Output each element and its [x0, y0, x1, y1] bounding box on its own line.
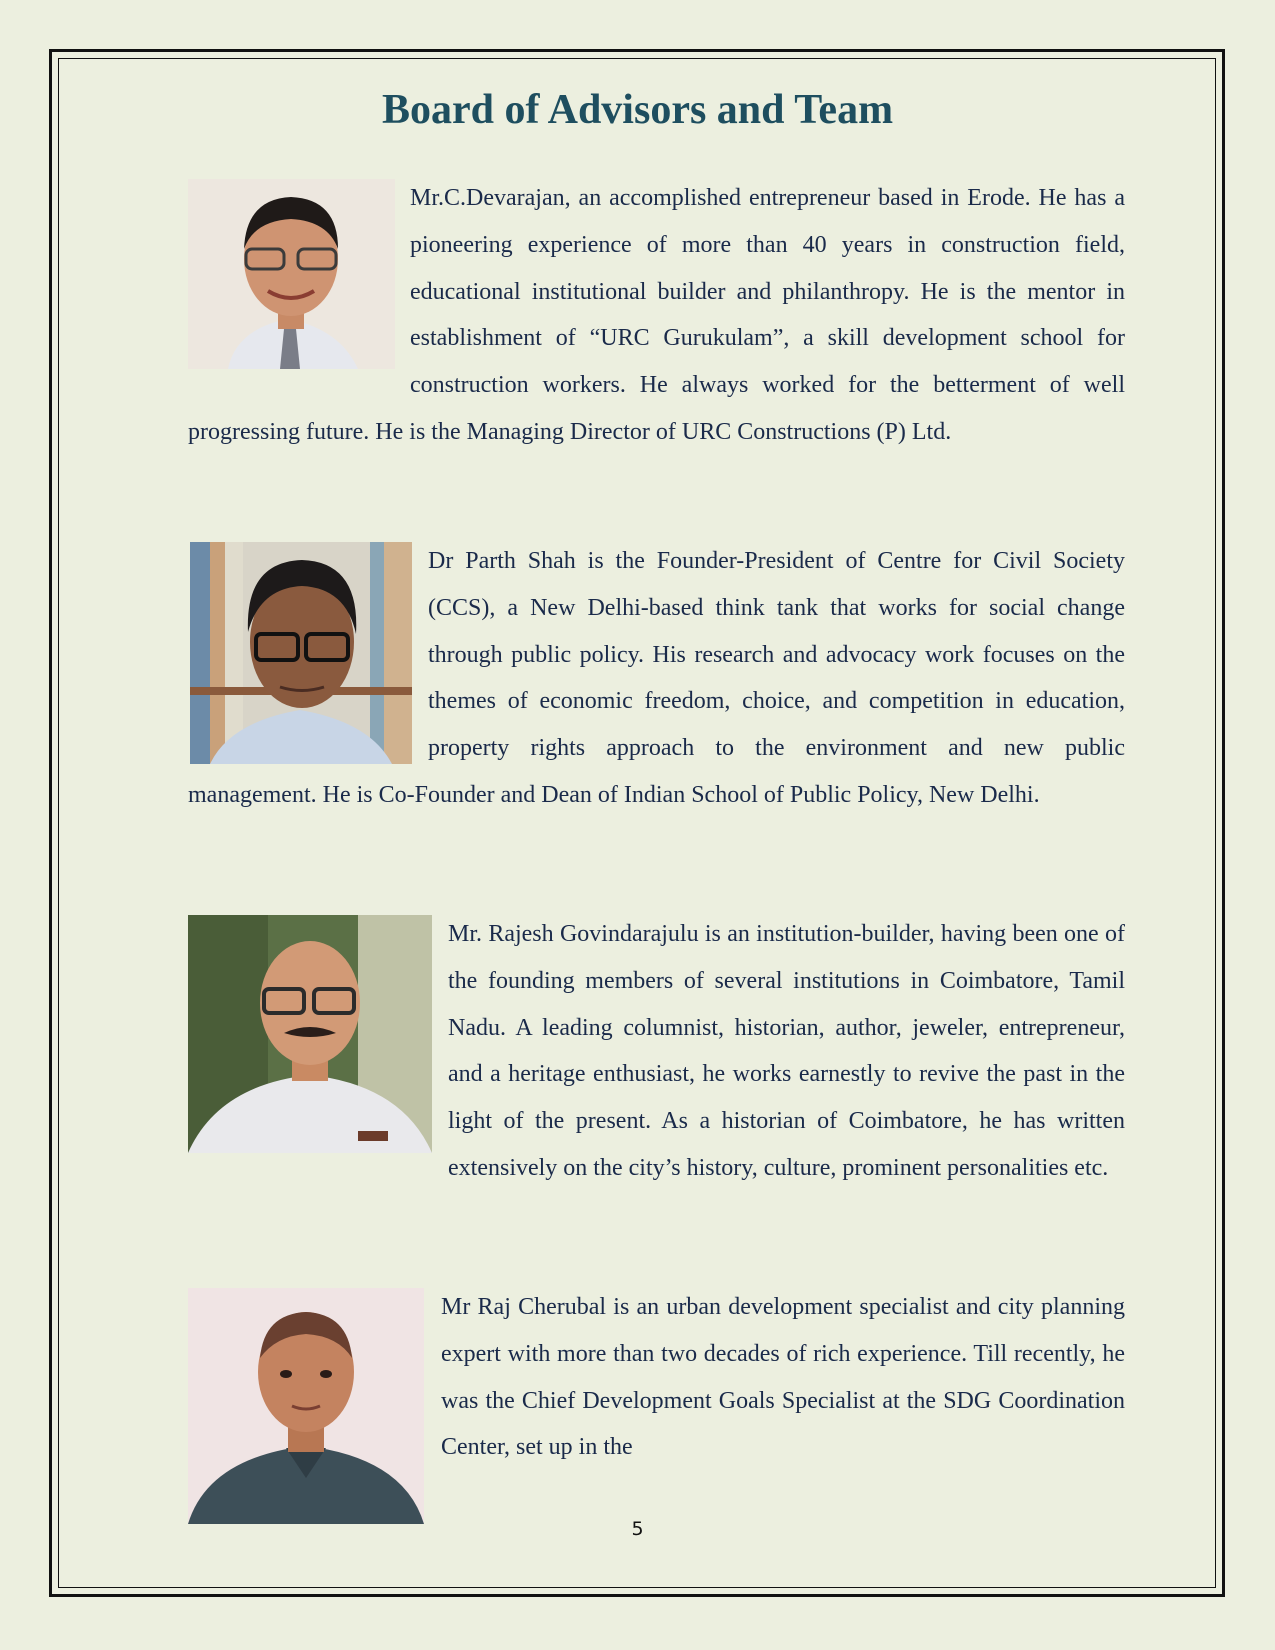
advisor-3-photo: [188, 915, 432, 1153]
advisor-3-section: [188, 911, 1125, 1192]
advisor-1-section: [188, 175, 1125, 456]
advisor-4-bio: Mr Raj Cherubal is an urban development specialist and city planning expert with more than two decades of rich experience. Till recently, he was the Chief Development Goals Specialist at the SDG Coordination Center, set up in the: [441, 1294, 1125, 1461]
page-title: Board of Advisors and Team: [381, 87, 894, 133]
advisor-2-photo: [190, 542, 412, 764]
advisor-1-bio: Mr.C.Devarajan, an accomplished entrepreneur based in Erode. He has a pioneering experience of more than 40 years in construction field, educational institutional builder and philanthropy. He is the mentor in establishment of “URC Gurukulam”, a skill development school for construction workers. He always worked for the betterment of well progressing future. He is the Managing Director of URC Constructions (P) Ltd.: [188, 185, 1125, 445]
advisor-1-photo: [188, 179, 395, 369]
advisor-2-bio: Dr Parth Shah is the Founder-President of Centre for Civil Society (CCS), a New Delhi-based think tank that works for social change through public policy. His research and advocacy work focuses on the themes of economic freedom, choice, and competition in education, property rights approach to the environment and new public management. He is Co-Founder and Dean of Indian School of Public Policy, New Delhi.: [188, 548, 1125, 808]
advisor-4-section: [188, 1284, 1125, 1524]
page-number: 5: [631, 1518, 644, 1540]
advisor-4-photo: [188, 1288, 424, 1524]
advisor-3-bio: Mr. Rajesh Govindarajulu is an institution-builder, having been one of the founding members of several institutions in Coimbatore, Tamil Nadu. A leading columnist, historian, author, jeweler, entrepreneur, and a heritage enthusiast, he works earnestly to revive the past in the light of the present. As a historian of Coimbatore, he has written extensively on the city’s history, culture, prominent personalities etc.: [448, 921, 1125, 1181]
advisor-2-section: [188, 538, 1125, 819]
